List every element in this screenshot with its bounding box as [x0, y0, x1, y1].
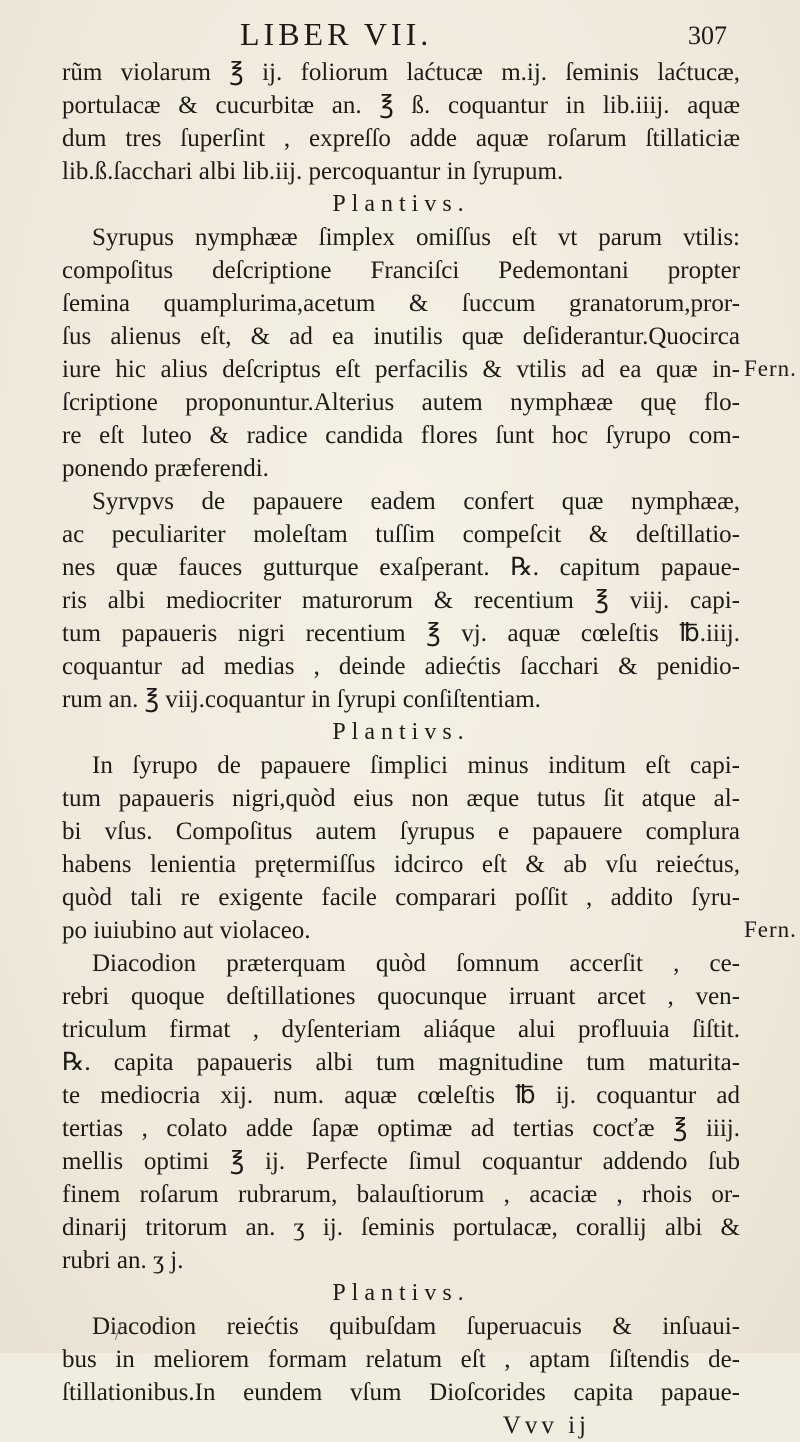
- text-line: coquantur ad medias , deinde adiećtis ſacchari & penidio-: [62, 653, 740, 680]
- text-line: ſus alienus eſt, & ad ea inutilis quæ deſiderantur.Quocirca: [62, 323, 740, 350]
- text-line: dum tres ſuperſint , expreſſo adde aquæ roſarum ſtillaticiæ: [62, 125, 740, 152]
- text-line: compoſitus deſcriptione Franciſci Pedemontani propter: [62, 257, 740, 284]
- text-line: triculum firmat , dyſenteriam aliáque alui profluuia ſiſtit.: [62, 1016, 740, 1043]
- section-heading: Plantivs.: [332, 191, 470, 217]
- running-head: LIBER VII.: [240, 16, 433, 52]
- section-heading: Plantivs.: [332, 1280, 470, 1306]
- text-line: rũm violarum ℥ ij. foliorum laćtucæ m.ij. ſeminis laćtucæ,: [62, 59, 740, 86]
- text-line: re eſt luteo & radice candida flores ſunt hoc ſyrupo com-: [62, 422, 740, 449]
- text-line: mellis optimi ℥ ij. Perfecte ſimul coquantur addendo ſub: [62, 1148, 740, 1175]
- text-line: bi vſus. Compoſitus autem ſyrupus e papauere complura: [62, 818, 740, 845]
- text-line: tertias , colato adde ſapæ optimæ ad tertias cocťæ ℥ iiij.: [62, 1115, 740, 1142]
- text-line: quòd tali re exigente facile comparari poſſit , addito ſyru-: [62, 884, 740, 911]
- text-line: In ſyrupo de papauere ſimplici minus inditum eſt capi-: [92, 752, 740, 779]
- text-line: Syrupus nymphææ ſimplex omiſſus eſt vt parum vtilis:: [92, 224, 740, 251]
- text-line: po iuiubino aut violaceo.: [62, 917, 311, 944]
- margin-note: Fern.: [744, 917, 797, 942]
- text-line: finem roſarum rubrarum, balauſtiorum , acaciæ , rhois or-: [62, 1181, 740, 1208]
- text-line: te mediocria xij. num. aquæ cœleſtis ℔ ij. coquantur ad: [62, 1082, 740, 1109]
- margin-note: Fern.: [744, 356, 797, 381]
- text-line: ℞. capita papaueris albi tum magnitudine tum maturita-: [62, 1049, 740, 1076]
- text-line: tum papaueris nigri,quòd eius non æque tutus ſit atque al-: [62, 785, 740, 812]
- text-line: iure hic alius deſcriptus eſt perfacilis & vtilis ad ea quæ in-: [62, 356, 740, 383]
- text-line: habens lenientia prętermiſſus idcirco eſt & ab vſu reiećtus,: [62, 851, 740, 878]
- text-line: nes quæ fauces gutturque exaſperant. ℞. capitum papaue-: [62, 554, 740, 581]
- text-line: tum papaueris nigri recentium ℥ vj. aquæ cœleſtis ℔.iiij.: [62, 620, 740, 647]
- signature-mark: Vvv ij: [502, 1412, 590, 1439]
- text-line: dinarij tritorum an. ʒ ij. ſeminis portulacæ, corallij albi &: [62, 1214, 740, 1241]
- text-line: rum an. ℥ viij.coquantur in ſyrupi conſiſtentiam.: [62, 686, 541, 713]
- text-line: ponendo præferendi.: [62, 455, 269, 482]
- text-line: lib.ß.ſacchari albi lib.iij. percoquantur in ſyrupum.: [62, 158, 564, 185]
- text-line: bus in meliorem formam relatum eſt , aptam ſiſtendis de-: [62, 1346, 740, 1373]
- text-line: Diacodion reiećtis quibuſdam ſuperuacuis & inſuaui-: [92, 1313, 740, 1340]
- body-text: [62, 56, 740, 1442]
- text-line: ris albi mediocriter maturorum & recentium ℥ viij. capi-: [62, 587, 740, 614]
- text-line: ſtillationibus.In eundem vſum Dioſcorides capita papaue-: [62, 1379, 740, 1406]
- text-line: ſcriptione proponuntur.Alterius autem nymphææ quę flo-: [62, 389, 740, 416]
- page-number: 307: [688, 21, 727, 50]
- text-line: ſemina quamplurima,acetum & ſuccum granatorum,pror-: [62, 290, 740, 317]
- text-line: rebri quoque deſtillationes quocunque irruant arcet , ven-: [62, 983, 740, 1010]
- text-line: Syrvpvs de papauere eadem confert quæ nymphææ,: [92, 488, 740, 515]
- page-header: [0, 14, 800, 54]
- text-line: ac peculiariter moleſtam tuſſim compeſcit & deſtillatio-: [62, 521, 740, 548]
- text-line: rubri an. ʒ j.: [62, 1247, 184, 1274]
- section-heading: Plantivs.: [332, 719, 470, 745]
- text-line: portulacæ & cucurbitæ an. ℥ ß. coquantur in lib.iiij. aquæ: [62, 92, 740, 119]
- text-line: Diacodion præterquam quòd ſomnum accerſit , ce-: [92, 950, 740, 977]
